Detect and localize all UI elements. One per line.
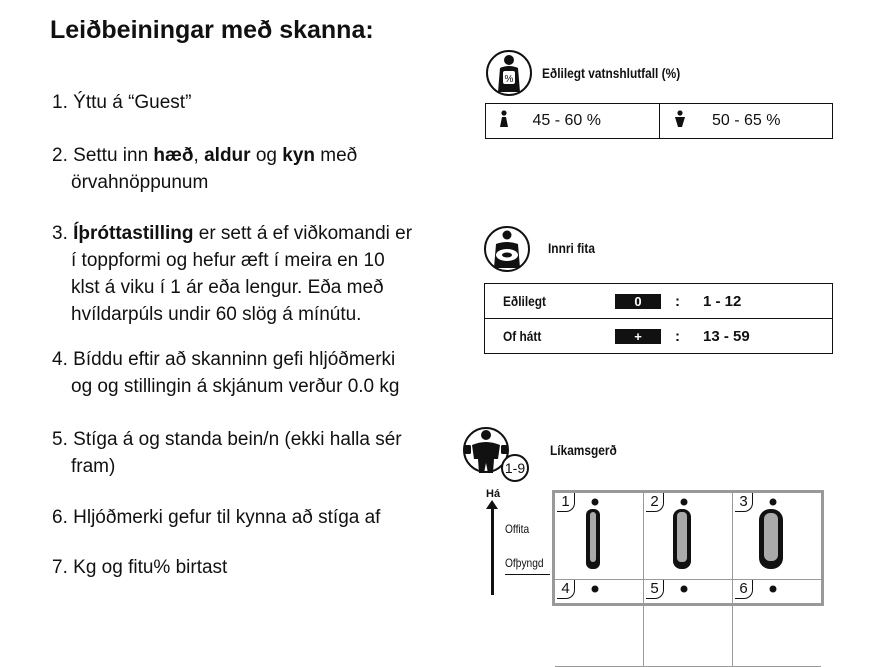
visceral-normal-range: 1 - 12 <box>703 292 742 310</box>
cell-number: 6 <box>735 580 753 599</box>
female-icon <box>498 110 514 133</box>
visceral-row-high <box>485 319 833 354</box>
body-type-title: Líkamsgerð <box>550 442 617 458</box>
page-title: Leiðbeiningar með skanna: <box>50 16 374 44</box>
cell-number: 1 <box>557 493 575 512</box>
visceral-high-label: Of hátt <box>503 327 542 344</box>
cell-number: 3 <box>735 493 753 512</box>
axis-label-high: Há <box>486 488 501 500</box>
water-range-table <box>485 103 833 139</box>
male-water-range: 50 - 65 % <box>711 112 781 130</box>
female-water-cell <box>486 104 660 139</box>
step-4: 4. Bíddu eftir að skanninn gefi hljóðmerki og og stillingin á skjánum verður 0.0 kg <box>52 349 400 397</box>
step-7: 7. Kg og fitu% birtast <box>52 557 228 578</box>
water-icon-label: % <box>504 74 514 85</box>
visceral-high-badge: + <box>615 329 661 344</box>
visceral-row-normal <box>485 284 833 319</box>
step-5: 5. Stíga á og standa bein/n (ekki halla sér fram) <box>52 429 402 477</box>
body-type-cell <box>555 580 644 667</box>
body-type-cell <box>733 493 821 580</box>
visceral-fat-icon <box>484 226 530 272</box>
body-type-icon <box>458 425 532 483</box>
body-type-cell <box>555 493 644 580</box>
body-type-icon-label: 1-9 <box>504 460 526 476</box>
row-label-obesity: Offita <box>505 522 530 536</box>
visceral-normal-badge: 0 <box>615 294 661 309</box>
body-type-cell <box>644 493 733 580</box>
male-water-cell <box>659 104 833 139</box>
visceral-fat-table <box>484 283 833 354</box>
step-6: 6. Hljóðmerki gefur til kynna að stíga af <box>52 507 381 528</box>
step-1: 1. Ýttu á “Guest” <box>52 92 192 113</box>
visceral-high-range: 13 - 59 <box>703 319 833 354</box>
cell-number: 2 <box>646 493 664 512</box>
axis-arrow-icon <box>486 500 498 509</box>
water-title: Eðlilegt vatnshlutfall (%) <box>542 65 681 81</box>
step-3: 3. Íþróttastilling er sett á ef viðkomandi er í toppformi og hefur æft í meira en 10 klst á viku í 1 ár eða lengur. Eða með hvíldarpúls undir 60 slög á mínútu. <box>52 223 413 325</box>
body-type-grid <box>552 490 824 606</box>
cell-number: 4 <box>557 580 575 599</box>
female-water-range: 45 - 60 % <box>532 112 601 130</box>
row-label-overweight: Ofþyngd <box>505 556 544 570</box>
body-type-cell <box>644 580 733 667</box>
vertical-axis <box>491 505 494 595</box>
visceral-normal-label: Eðlilegt <box>503 292 546 309</box>
step-2: 2. Settu inn hæð, aldur og kyn með örvahnöppunum <box>52 145 358 193</box>
row-divider <box>505 574 550 575</box>
visceral-title: Innri fita <box>548 240 595 256</box>
cell-number: 5 <box>646 580 664 599</box>
water-body-icon <box>486 50 532 96</box>
visceral-normal-colon: : <box>675 292 680 310</box>
body-type-cell <box>733 580 821 667</box>
male-icon <box>674 110 690 133</box>
visceral-high-colon: : <box>675 319 703 354</box>
